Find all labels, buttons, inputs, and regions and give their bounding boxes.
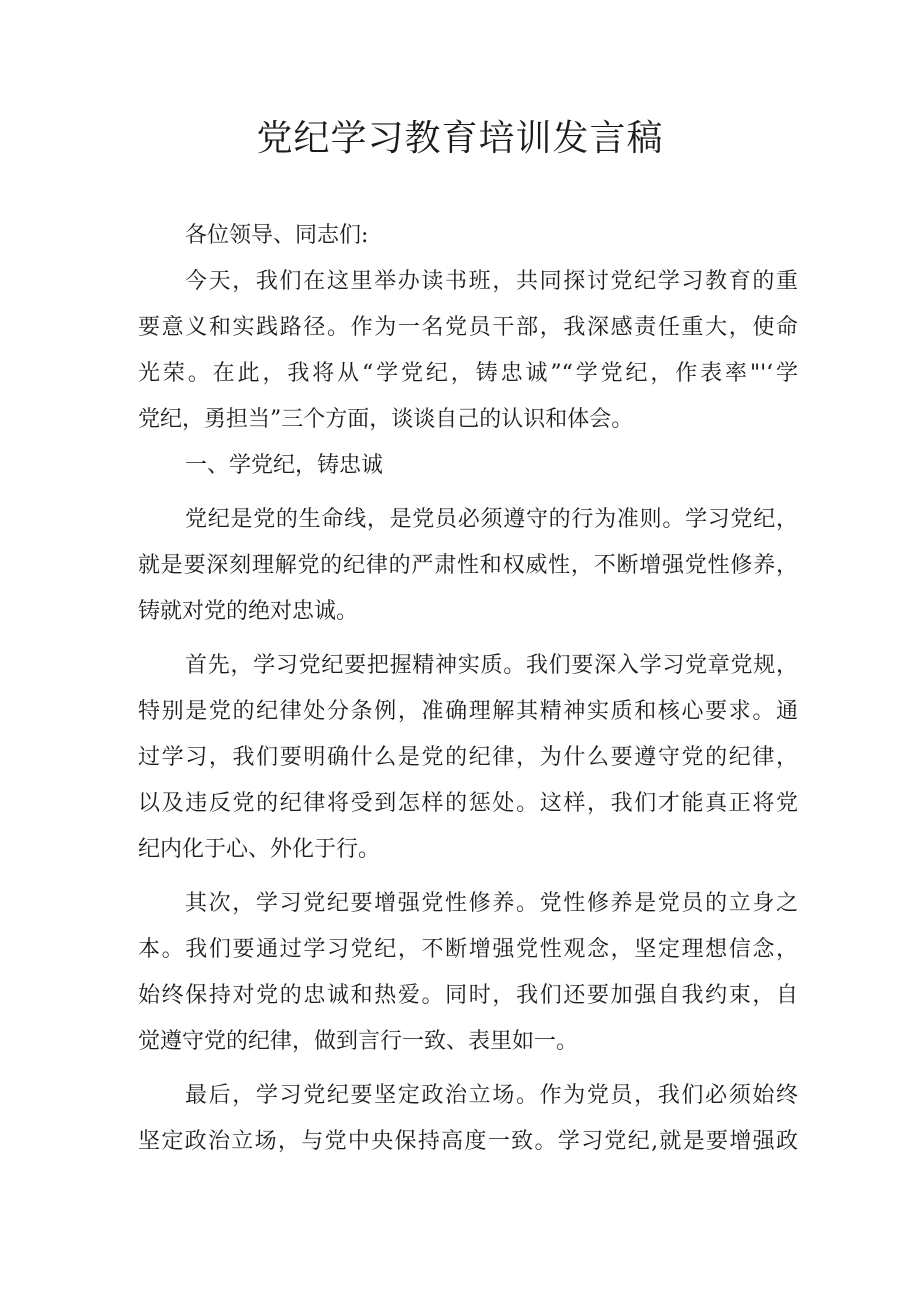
body-line: 本。我们要通过学习党纪，不断增强党性观念，坚定理想信念， xyxy=(138,937,798,962)
body-line: 纪内化于心、外化于行。 xyxy=(138,837,381,862)
body-line: 坚定政治立场，与党中央保持高度一致。学习党纪,就是要增强政 xyxy=(138,1129,798,1154)
body-line: 过学习，我们要明确什么是党的纪律，为什么要遵守党的纪律， xyxy=(138,745,798,770)
salutation: 各位领导、同志们: xyxy=(185,223,369,248)
body-line: 最后，学习党纪要坚定政治立场。作为党员，我们必须始终 xyxy=(185,1083,798,1108)
body-line: 铸就对党的绝对忠诚。 xyxy=(138,599,359,624)
body-line: 其次，学习党纪要增强党性修养。党性修养是党员的立身之 xyxy=(185,891,798,916)
document-title: 党纪学习教育培训发言稿 xyxy=(256,118,664,159)
body-line: 光荣。在此，我将从“学党纪，铸忠诚”“学党纪，作表率"'‘学 xyxy=(138,361,798,386)
body-line: 今天，我们在这里举办读书班，共同探讨党纪学习教育的重 xyxy=(185,269,798,294)
body-line: 以及违反党的纪律将受到怎样的惩处。这样，我们才能真正将党 xyxy=(138,791,798,816)
section-heading: 一、学党纪，铸忠诚 xyxy=(185,453,384,478)
body-line: 觉遵守党的纪律，做到言行一致、表里如一。 xyxy=(138,1029,579,1054)
body-line: 党纪是党的生命线，是党员必须遵守的行为准则。学习党纪， xyxy=(185,507,798,532)
body-line: 特别是党的纪律处分条例，准确理解其精神实质和核心要求。通 xyxy=(138,699,798,724)
body-line: 就是要深刻理解党的纪律的严肃性和权威性，不断增强党性修养， xyxy=(138,553,798,578)
body-line: 首先，学习党纪要把握精神实质。我们要深入学习党章党规， xyxy=(185,653,798,678)
body-line: 始终保持对党的忠诚和热爱。同时，我们还要加强自我约束，自 xyxy=(138,983,798,1008)
body-line: 要意义和实践路径。作为一名党员干部，我深感责任重大，使命 xyxy=(138,315,798,340)
body-line: 党纪，勇担当”三个方面，谈谈自己的认识和体会。 xyxy=(138,407,634,432)
